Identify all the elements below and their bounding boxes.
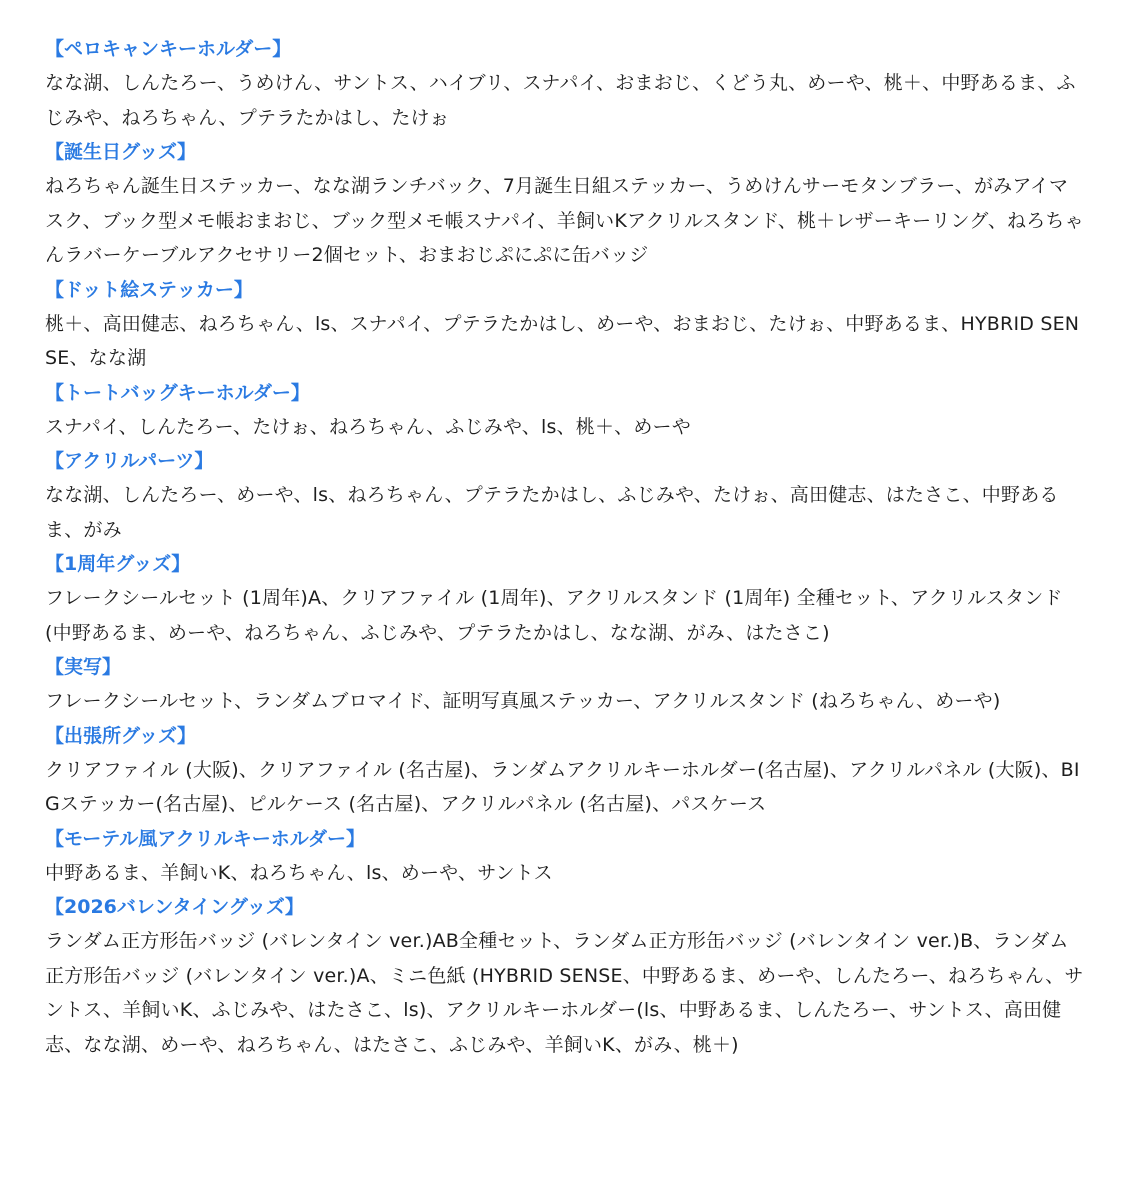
- section-2026-valentine-goods: [45, 890, 1087, 1062]
- section-title: 【出張所グッズ】: [45, 724, 197, 747]
- section-motel-acrylic-keyholder: [45, 822, 1087, 891]
- section-items: 桃＋、高田健志、ねろちゃん、ls、スナパイ、プテラたかはし、めーや、おまおじ、たけぉ、中野あるま、HYBRID SENSE、なな湖: [45, 312, 1080, 369]
- section-items: フレークシールセット (1周年)A、クリアファイル (1周年)、アクリルスタンド (1周年) 全種セット、アクリルスタンド (中野あるま、めーや、ねろちゃん、ふじみや、プテラたかはし、なな湖、がみ、はたさこ): [45, 587, 1063, 644]
- section-title: 【実写】: [45, 656, 122, 678]
- section-birthday-goods: [45, 135, 1087, 273]
- section-items: 中野あるま、羊飼いK、ねろちゃん、ls、めーや、サントス: [45, 861, 553, 884]
- section-title: 【1周年グッズ】: [45, 553, 191, 575]
- section-title: 【誕生日グッズ】: [45, 141, 197, 163]
- section-acrylic-parts: [45, 444, 1087, 547]
- section-items: フレークシールセット、ランダムブロマイド、証明写真風ステッカー、アクリルスタンド (ねろちゃん、めーや): [45, 690, 1001, 712]
- section-title: 【モーテル風アクリルキーホルダー】: [45, 827, 365, 850]
- section-items: なな湖、しんたろー、めーや、ls、ねろちゃん、プテラたかはし、ふじみや、たけぉ、高田健志、はたさこ、中野あるま、がみ: [45, 484, 1059, 541]
- section-items: ねろちゃん誕生日ステッカー、なな湖ランチバック、7月誕生日組ステッカー、うめけんサーモタンブラー、がみアイマスク、ブック型メモ帳おまおじ、ブック型メモ帳スナパイ、羊飼いKアクリルスタンド、桃＋レザーキーリング、ねろちゃんラバーケーブルアクセサリー2個セット、おまおじぷにぷに缶バッジ: [45, 175, 1084, 266]
- section-items: スナパイ、しんたろー、たけぉ、ねろちゃん、ふじみや、ls、桃＋、めーや: [45, 415, 691, 438]
- section-items: なな湖、しんたろー、うめけん、サントス、ハイブリ、スナパイ、おまおじ、くどう丸、めーや、桃＋、中野あるま、ふじみや、ねろちゃん、プテラたかはし、たけぉ: [45, 72, 1076, 129]
- section-1st-anniversary-goods: [45, 547, 1087, 650]
- section-title: 【アクリルパーツ】: [45, 450, 214, 472]
- section-pixel-sticker: [45, 273, 1087, 376]
- section-branch-goods: [45, 719, 1087, 822]
- section-title: 【トートバッグキーホルダー】: [45, 381, 310, 404]
- section-tote-bag-keyholder: [45, 376, 1087, 445]
- section-items: ランダム正方形缶バッジ (バレンタイン ver.)AB全種セット、ランダム正方形缶バッジ (バレンタイン ver.)B、ランダム正方形缶バッジ (バレンタイン ver.)A、ミニ色紙 (HYBRID SENSE、中野あるま、めーや、しんたろー、ねろちゃん、サントス、羊飼いK、ふじみや、はたさこ、ls)、アクリルキーホルダー(ls、中野あるま、しんたろー、サントス、高田健志、なな湖、めーや、ねろちゃん、はたさこ、ふじみや、羊飼いK、がみ、桃＋): [45, 930, 1084, 1056]
- section-title: 【2026バレンタイングッズ】: [45, 896, 304, 918]
- section-title: 【ドット絵ステッカー】: [45, 278, 253, 301]
- section-items: クリアファイル (大阪)、クリアファイル (名古屋)、ランダムアクリルキーホルダー(名古屋)、アクリルパネル (大阪)、BIGステッカー(名古屋)、ピルケース (名古屋)、アクリルパネル (名古屋)、パスケース: [45, 758, 1080, 815]
- section-pero-can-keyholder: [45, 32, 1087, 135]
- section-title: 【ペロキャンキーホルダー】: [45, 38, 292, 60]
- section-live-action: [45, 650, 1087, 719]
